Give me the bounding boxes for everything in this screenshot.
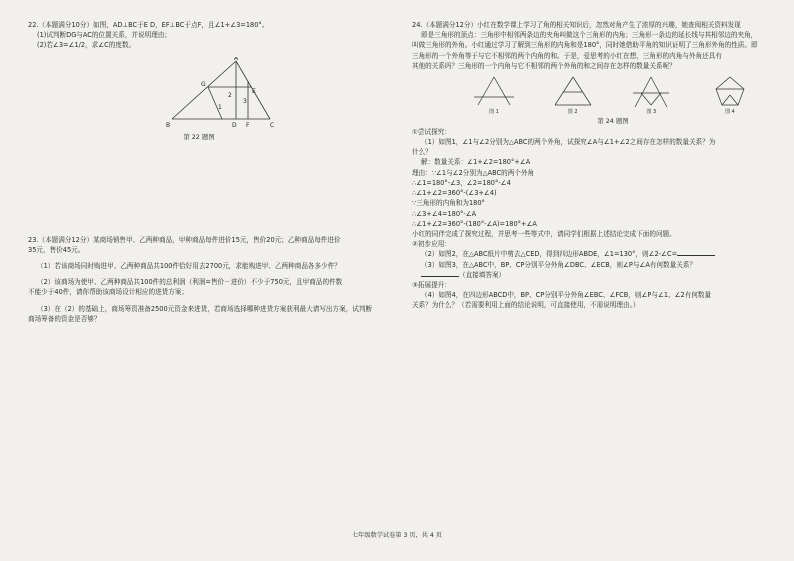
q22-triangle-figure xyxy=(166,57,276,133)
question-22 xyxy=(28,20,390,143)
q24-solution-step5: ∴∠1+∠2=360°-(∠3+∠4) xyxy=(412,189,497,198)
q24-step1: （1）如图1，∠1与∠2分别为△ABC的两个外角，试探究∠A与∠1+∠2之间存在怎样的数量关系？为 xyxy=(421,137,716,146)
q23-part3-b: 商场筹备的资金是否够？ xyxy=(28,314,101,323)
q23-line2: 35元，售价45元。 xyxy=(28,245,85,254)
label-angle-1: 1 xyxy=(218,103,222,111)
label-g: G xyxy=(201,80,206,88)
left-column xyxy=(28,20,390,324)
answer-blank-q2[interactable] xyxy=(677,249,715,256)
q24-line1: 24.（本题满分12分）小红在数学课上学习了角的相关知识后，忽然对角产生了浓厚的兴趣，她查阅相关资料发现 xyxy=(412,21,741,29)
q22-part2: (2)若∠3=∠1/2，求∠C的度数。 xyxy=(37,41,136,50)
q24-line3: 叫做三角形的外角。小红通过学习了解到三角形的内角和是180°，同时她借助平角的知识证明了三角形外角的性质。即 xyxy=(412,41,758,50)
q24-solution-step8: ∴∠1+∠2=360°-(180°-∠A)=180°+∠A xyxy=(412,219,537,228)
q24-solution-step7: ∴∠3+∠4=180°-∠A xyxy=(412,209,477,218)
figure-4-label: 图 4 xyxy=(725,109,735,116)
label-e: E xyxy=(252,87,256,95)
page-footer: 七年级数学试卷第 3 页，共 4 页 xyxy=(352,532,442,539)
question-23 xyxy=(28,235,390,325)
figure-3-label: 图 3 xyxy=(646,109,657,116)
q24-solution-relation: 解：数量关系：∠1+∠2=180°+∠A xyxy=(421,158,531,167)
q24-solution-step4: ∴∠1=180°-∠3，∠2=180°-∠4 xyxy=(412,178,511,187)
figure-2-label: 图 2 xyxy=(567,109,578,116)
q24-line4: 三角形的一个外角等于与它不相邻的两个内角的和。于是，爱思考的小红在想，三角形的内角与外角还具有 xyxy=(412,51,722,60)
q24-line5: 其他的关系吗？三角形的一个内角与它不相邻的两个外角的和之间存在怎样的数量关系呢？ xyxy=(412,61,676,70)
q24-figures xyxy=(472,75,752,117)
q24-solution-reason: 理由：∵∠1与∠2分别为△ABC的两个外角 xyxy=(412,168,535,177)
q24-figure-2 xyxy=(551,75,595,117)
q24-solution-step6: ∵三角形的内角和为180° xyxy=(412,199,485,208)
q24-apply-q3-answer xyxy=(412,270,774,280)
label-b: B xyxy=(166,121,171,129)
q23-part3-a: （3）在（2）的基础上，商场筹资准备2500元资金来进货，若商场选择哪种进货方案获利最大请写出方案，试判断 xyxy=(37,304,373,313)
q24-figure-3 xyxy=(629,75,673,117)
q24-extend-heading: ③拓展提升： xyxy=(412,281,451,290)
q24-step1-cont: 什么？ xyxy=(412,148,432,157)
right-column xyxy=(412,20,774,311)
q24-try-heading: ①尝试探究： xyxy=(412,127,451,136)
q24-line2: 即是三角形的顶点：三角形中相邻两条边的夹角叫做这个三角形的内角；三角形一条边的延长线与其相邻边的夹角， xyxy=(421,31,758,40)
q24-apply-q2 xyxy=(412,249,774,259)
q24-apply-heading: ②初步应用： xyxy=(412,240,451,249)
q23-part2-b: 不能少于40件，请你帮助该商场设计相应的进货方案； xyxy=(28,288,189,297)
q24-extend-q4-cont: 关系？为什么？（若需要利用上面的结论说明，可直接使用，不需说明理由。） xyxy=(412,301,640,310)
q24-caption: 第 24 题图 xyxy=(597,116,629,125)
label-a: A xyxy=(234,56,239,62)
label-d: D xyxy=(232,121,237,129)
q23-line1: 23.（本题满分12分）某商场销售甲、乙两种商品，甲种商品每件进价15元，售价20元；乙种商品每件进价 xyxy=(28,235,341,244)
label-f: F xyxy=(246,121,250,129)
answer-blank-q3[interactable] xyxy=(421,270,459,277)
q23-part2-a: （2）该商场为使甲、乙两种商品共100件的总利润（利润=售价－进价）不少于750元，且甲商品的件数 xyxy=(37,278,343,287)
q23-part1: （1）若该商场同时购进甲、乙两种商品共100件恰好用去2700元，求能购进甲、乙两种商品各多少件？ xyxy=(37,262,341,271)
q24-extend-q4: （4）如图4，在四边形ABCD中，BP、CP分别平分外角∠EBC、∠FCB，则∠P与∠1、∠2有何数量 xyxy=(421,291,712,300)
q24-apply-q3-note: （直接填答案） xyxy=(459,270,506,279)
q24-apply-q2-text: （2）如图2，在△ABC纸片中剪去△CED，得到四边形ABDE，∠1=130°，则∠2-∠C= xyxy=(421,250,678,259)
q22-stem: 22.（本题满分10分）如图，AD⊥BC于E D，EF⊥BC于点F，且∠1+∠3=180°。 xyxy=(28,21,269,29)
label-c: C xyxy=(270,121,275,129)
figure-1-label: 图 1 xyxy=(489,109,499,116)
q22-caption: 第 22 题图 xyxy=(183,132,215,141)
label-angle-2: 2 xyxy=(228,91,232,99)
q24-solution-note: 小红的同伴完成了探究过程，并思考一些等式中，请同学们根据上述结论完成下面的问题。 xyxy=(412,229,676,238)
q24-apply-q3: （3）如图3，在△ABC中，BP、CP分别平分外角∠DBC、∠ECB，则∠P与∠A有何数量关系？ xyxy=(421,260,697,269)
question-24 xyxy=(412,20,774,311)
q22-part1: (1)试判断DG与AC的位置关系，并说明理由； xyxy=(37,31,172,40)
q24-figure-1 xyxy=(472,75,516,117)
q24-figure-4 xyxy=(708,75,752,117)
label-angle-3: 3 xyxy=(243,97,247,105)
